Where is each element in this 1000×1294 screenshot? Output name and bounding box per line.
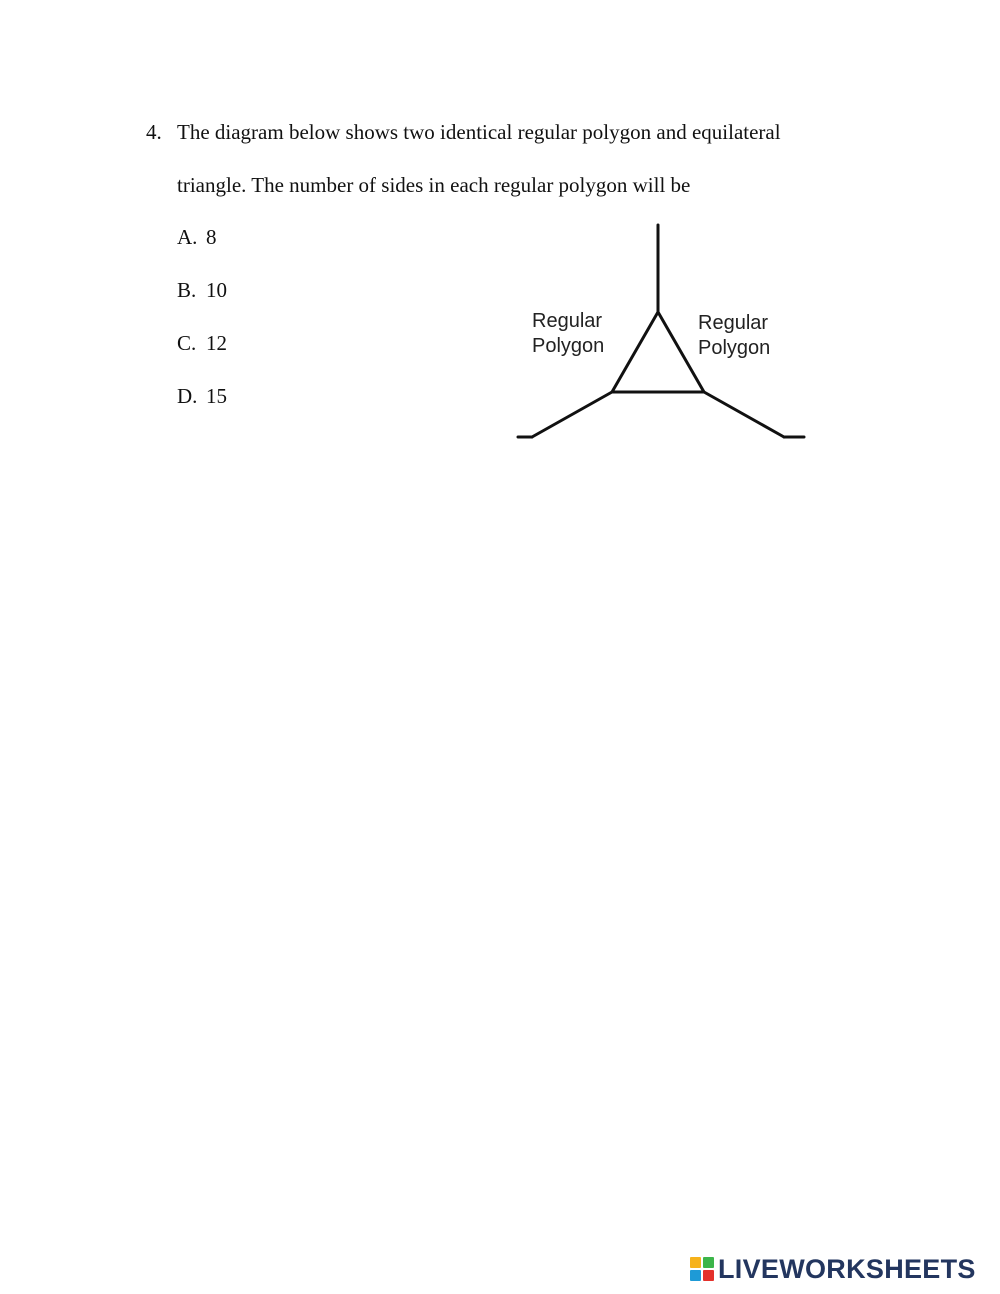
option-c[interactable]	[177, 329, 227, 357]
option-letter: D.	[177, 384, 198, 408]
option-letter: A.	[177, 225, 198, 249]
right-polygon-label-line-2: Polygon	[698, 337, 771, 359]
option-d[interactable]	[177, 382, 227, 410]
option-b[interactable]	[177, 276, 227, 304]
option-value: 8	[206, 225, 217, 249]
option-value: 12	[206, 331, 227, 355]
left-polygon-label-line-1: Regular	[532, 310, 603, 332]
liveworksheets-logo-icon	[690, 1257, 714, 1281]
question-number: 4.	[146, 120, 162, 144]
option-value: 15	[206, 384, 227, 408]
option-a[interactable]	[177, 223, 217, 251]
question-text-line-2: triangle. The number of sides in each regular polygon will be	[177, 173, 691, 197]
question-text-line-1: The diagram below shows two identical regular polygon and equilateral	[177, 120, 781, 144]
option-letter: B.	[177, 278, 197, 302]
polygon-diagram	[500, 215, 820, 450]
polygon-edge-lower-left	[532, 392, 612, 437]
brand-name: LIVEWORKSHEETS	[718, 1253, 976, 1284]
liveworksheets-brand	[690, 1252, 976, 1286]
polygon-edge-lower-right	[704, 392, 784, 437]
right-polygon-label-line-1: Regular	[698, 312, 769, 334]
option-value: 10	[206, 278, 227, 302]
equilateral-triangle	[612, 312, 704, 392]
left-polygon-label-line-2: Polygon	[532, 335, 605, 357]
option-letter: C.	[177, 331, 197, 355]
